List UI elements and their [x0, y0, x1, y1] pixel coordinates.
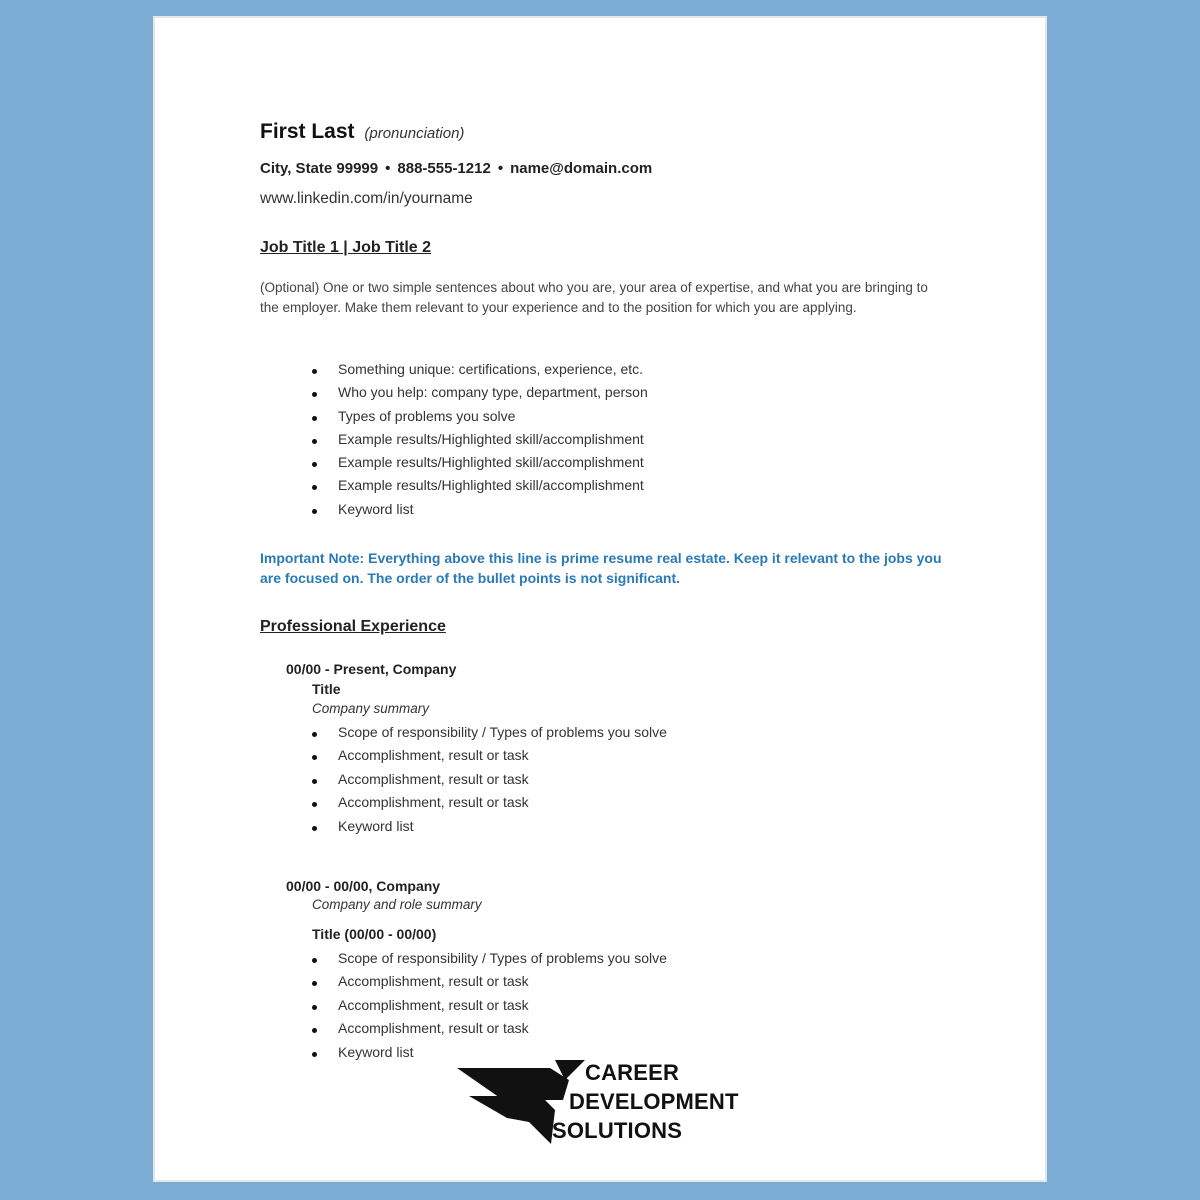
list-item: Who you help: company type, department, person [310, 384, 648, 407]
job-2-bullets [310, 950, 667, 1067]
list-item: Example results/Highlighted skill/accomplishment [310, 431, 648, 454]
phone: 888-555-1212 [397, 160, 491, 177]
list-item: Accomplishment, result or task [310, 771, 667, 794]
list-item: Scope of responsibility / Types of problems you solve [310, 950, 667, 973]
job-1-summary: Company summary [312, 701, 430, 716]
list-item: Accomplishment, result or task [310, 973, 667, 996]
list-item: Accomplishment, result or task [310, 794, 667, 817]
job-2-summary: Company and role summary [312, 897, 482, 912]
highlights-list [310, 361, 648, 524]
experience-heading: Professional Experience [260, 618, 446, 635]
career-development-solutions-logo [455, 1058, 755, 1148]
list-item: Keyword list [310, 501, 648, 524]
list-item: Accomplishment, result or task [310, 1020, 667, 1043]
contact-separator: • [385, 160, 391, 177]
list-item: Example results/Highlighted skill/accomplishment [310, 477, 648, 500]
resume-page [155, 18, 1045, 1180]
list-item: Something unique: certifications, experience, etc. [310, 361, 648, 384]
summary-paragraph: (Optional) One or two simple sentences about who you are, your area of expertise, and what you are bringing to the employer. Make them relevant to your experience and to the position for which you are applying. [260, 280, 928, 315]
job-2-title: Title (00/00 - 00/00) [312, 926, 437, 942]
list-item: Scope of responsibility / Types of problems you solve [310, 724, 667, 747]
logo-line-solutions: SOLUTIONS [552, 1118, 683, 1143]
linkedin-url: www.linkedin.com/in/yourname [260, 190, 473, 207]
list-item: Example results/Highlighted skill/accomplishment [310, 454, 648, 477]
job-1-bullets [310, 724, 667, 841]
resume-name-line [260, 120, 464, 144]
logo-line-development: DEVELOPMENT [569, 1089, 739, 1114]
list-item: Types of problems you solve [310, 408, 648, 431]
list-item: Keyword list [310, 818, 667, 841]
contact-separator: • [497, 160, 504, 177]
job-2-dates-company: 00/00 - 00/00, Company [286, 878, 441, 894]
email: name@domain.com [510, 160, 653, 177]
important-note: Important Note: Everything above this line is prime resume real estate. Keep it relevant to the jobs you are focused on. The order of the bullet points is not significant. [260, 550, 942, 586]
list-item: Accomplishment, result or task [310, 747, 667, 770]
headline-job-titles: Job Title 1 | Job Title 2 [260, 239, 432, 256]
resume-name: First Last [260, 120, 355, 143]
list-item: Accomplishment, result or task [310, 997, 667, 1020]
pronunciation: (pronunciation) [364, 125, 465, 142]
contact-line [260, 160, 652, 177]
job-1-dates-company: 00/00 - Present, Company [286, 661, 457, 677]
logo-line-career: CAREER [585, 1060, 680, 1085]
location: City, State 99999 [260, 160, 379, 177]
list-item: Keyword list [310, 1044, 667, 1067]
job-1-title: Title [312, 681, 341, 697]
